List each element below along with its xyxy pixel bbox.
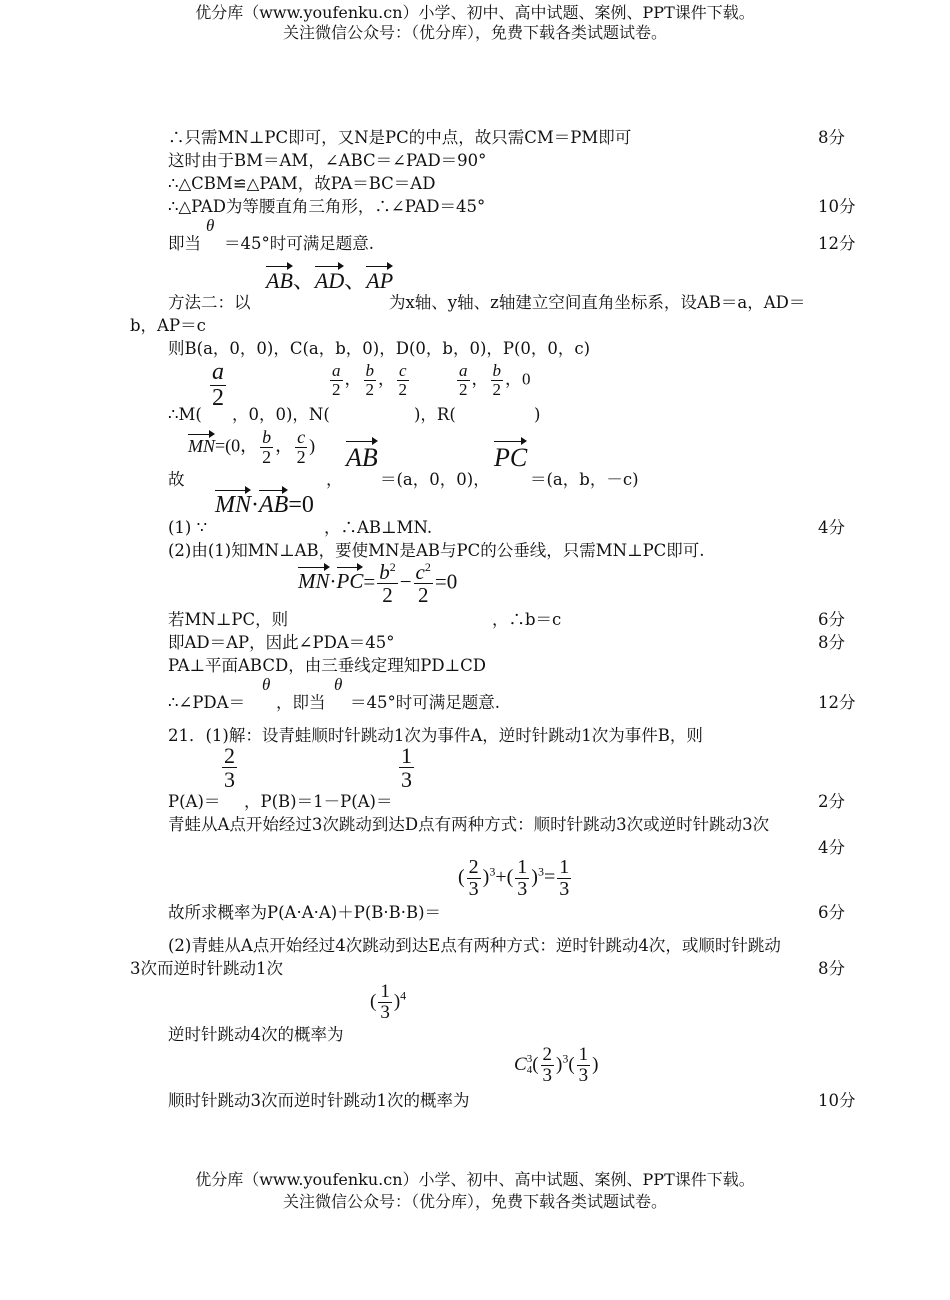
- text-line: 即当: [168, 234, 201, 253]
- binomial-probability-formula: C 3 4 ( $\frac{2}{3}$ )$^3$( $\frac{1}{3}$ ): [514, 1044, 599, 1086]
- score-label: 4分: [818, 838, 845, 857]
- text-line: (2)由(1)知MN⊥AB，要使MN是AB与PC的公垂线，只需MN⊥PC即可.: [168, 541, 705, 560]
- text-line: ∴M(: [168, 405, 202, 424]
- text-line: 方法二：以: [168, 293, 251, 312]
- text-line: 即AD＝AP，因此∠PDA＝45°: [168, 633, 395, 652]
- fraction-group-n: $\frac{a}{2}$ ， $\frac{b}{2}$ ， $\frac{c}{2}$: [332, 361, 408, 399]
- vector-ab: AB: [266, 268, 293, 293]
- text-line: 故所求概率为P(A·A·A)＋P(B·B·B)＝: [168, 903, 442, 922]
- score-label: 4分: [818, 518, 845, 537]
- text-line: 21．(1)解：设青蛙顺时针跳动1次为事件A，逆时针跳动1次为事件B，则: [168, 726, 703, 745]
- vector-ap: AP: [366, 268, 394, 293]
- text-line: 故: [168, 470, 185, 489]
- text-line: ，即当: [276, 693, 326, 712]
- score-label: 8分: [818, 959, 845, 978]
- text-line: 这时由于BM＝AM，∠ABC＝∠PAD＝90°: [168, 151, 487, 170]
- text-line: ，∴b＝c: [492, 610, 562, 629]
- text-line: ，0，0)，N(: [232, 405, 330, 424]
- text-line: 3次而逆时针跳动1次: [130, 959, 283, 978]
- vector-formula: [266, 264, 393, 295]
- score-label: 12分: [818, 693, 856, 712]
- text-line: ＝(a，b，－c): [530, 470, 639, 489]
- vector-mn-formula: MN=(0， $\frac{b}{2}$ ， $\frac{c}{2}$ ): [188, 427, 316, 467]
- page-footer-line2: 关注微信公众号：（优分库），免费下载各类试题试卷。: [282, 1192, 667, 1211]
- score-label: 6分: [818, 903, 845, 922]
- vector-pc-large: PC: [494, 443, 528, 472]
- text-line: PA⊥平面ABCD，由三垂线定理知PD⊥CD: [168, 656, 486, 675]
- text-line: ∴∠PDA＝: [168, 693, 246, 712]
- score-label: 12分: [818, 234, 856, 253]
- text-line: ，P(B)＝1－P(A)＝: [244, 792, 393, 811]
- vector-ab-large: AB: [346, 443, 378, 472]
- dot-product-pc-formula: MN·PC= $\frac{b^2}{2}$ − $\frac{c^2}{2}$ =0: [298, 560, 458, 608]
- text-line: 顺时针跳动3次而逆时针跳动1次的概率为: [168, 1091, 470, 1110]
- text-line: ∴△PAD为等腰直角三角形，∴∠PAD＝45°: [168, 197, 486, 216]
- vector-ad: AD: [314, 268, 345, 293]
- text-line: 青蛙从A点开始经过3次跳动到达D点有两种方式：顺时针跳动3次或逆时针跳动3次: [168, 815, 770, 834]
- fraction-2-3: $\frac{2}{3}$: [224, 743, 235, 793]
- fraction-group-r: $\frac{a}{2}$ ， $\frac{b}{2}$ ，0: [459, 361, 531, 399]
- text-line: ，: [326, 470, 343, 489]
- text-line: 逆时针跳动4次的概率为: [168, 1025, 344, 1044]
- text-line: 则B(a，0，0)，C(a，b，0)，D(0，b，0)，P(0，0，c): [168, 339, 591, 358]
- fraction-a-over-2: $\frac{a}{2}$: [212, 359, 224, 412]
- text-line: ＝(a，0，0)，: [380, 470, 490, 489]
- probability-one-third-pow4: ( $\frac{1}{3}$ )$^4$: [370, 981, 407, 1023]
- score-label: 10分: [818, 197, 856, 216]
- score-label: 10分: [818, 1091, 856, 1110]
- vector-mn: MN: [188, 435, 215, 456]
- score-label: 8分: [818, 128, 845, 147]
- text-line: ∴只需MN⊥PC即可，又N是PC的中点，故只需CM＝PM即可: [168, 128, 632, 147]
- text-line: 为x轴、y轴、z轴建立空间直角坐标系，设AB＝a，AD＝: [389, 293, 806, 312]
- text-line: P(A)＝: [168, 792, 221, 811]
- text-line: (2)青蛙从A点开始经过4次跳动到达E点有两种方式：逆时针跳动4次，或顺时针跳动: [168, 936, 781, 955]
- text-line: b，AP＝c: [130, 316, 206, 335]
- text-line: ＝45°时可满足题意.: [224, 234, 374, 253]
- score-label: 8分: [818, 633, 845, 652]
- fraction-1-3: $\frac{1}{3}$: [401, 743, 412, 793]
- page-header-line2: 关注微信公众号：（优分库），免费下载各类试题试卷。: [282, 23, 667, 42]
- dot-product-formula: MN·AB=0: [215, 492, 314, 518]
- text-line: (1) ∵: [168, 518, 208, 537]
- probability-formula: ( $\frac{2}{3}$ )$^3$+( $\frac{1}{3}$ )$^3$= $\frac{1}{3}$: [458, 856, 570, 900]
- page-footer-line1: 优分库（www.youfenku.cn）小学、初中、高中试题、案例、PPT课件下载。: [195, 1170, 755, 1189]
- text-line: ，∴AB⊥MN.: [324, 518, 433, 537]
- separator: 、: [344, 268, 367, 293]
- theta-symbol: θ: [334, 675, 343, 694]
- theta-symbol: θ: [206, 216, 215, 235]
- text-line: )，R(: [414, 405, 456, 424]
- theta-symbol: θ: [262, 675, 271, 694]
- text-line: ): [534, 405, 541, 424]
- text-line: 若MN⊥PC，则: [168, 610, 289, 629]
- text-line: ＝45°时可满足题意.: [350, 693, 500, 712]
- separator: 、: [292, 268, 315, 293]
- score-label: 6分: [818, 610, 845, 629]
- text-line: ∴△CBM≌△PAM，故PA＝BC＝AD: [168, 174, 436, 193]
- page-header-line1: 优分库（www.youfenku.cn）小学、初中、高中试题、案例、PPT课件下载。: [195, 3, 755, 22]
- score-label: 2分: [818, 792, 845, 811]
